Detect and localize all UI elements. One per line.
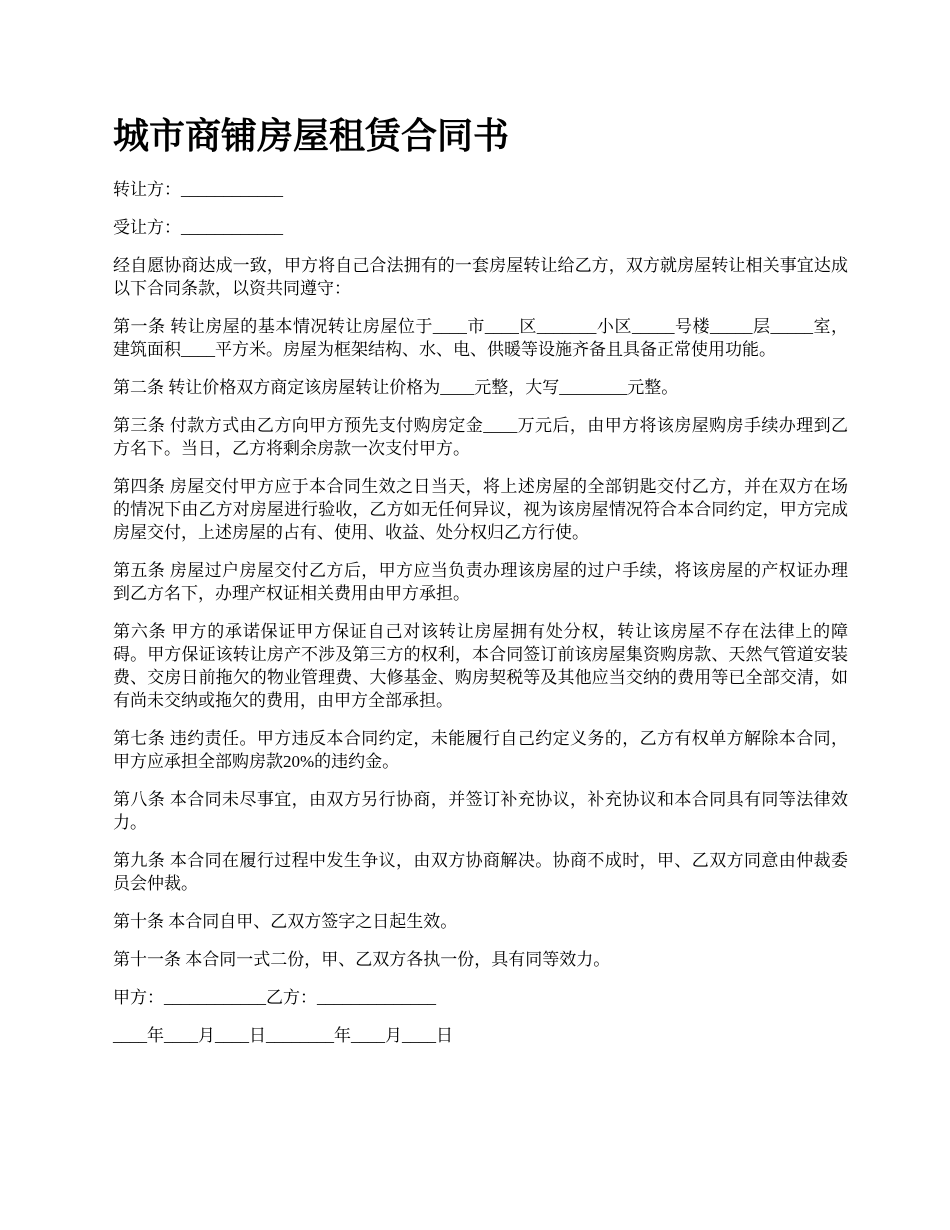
article-11: 第十一条 本合同一式二份，甲、乙双方各执一份，具有同等效力。 bbox=[113, 950, 611, 969]
signature-line: 甲方：____________乙方：______________ bbox=[113, 988, 436, 1007]
article-2: 第二条 转让价格双方商定该房屋转让价格为____元整，大写________元整。 bbox=[113, 378, 679, 397]
article-4: 第四条 房屋交付甲方应于本合同生效之日当天，将上述房屋的全部钥匙交付乙方，并在双方在场的情况下由乙方对房屋进行验收，乙方如无任何异议，视为该房屋情况符合本合同约定，甲方完成房屋交付，上述房屋的占有、使用、收益、处分权归乙方行使。 bbox=[113, 477, 848, 542]
article-7: 第七条 违约责任。甲方违反本合同约定，未能履行自己约定义务的，乙方有权单方解除本合同，甲方应承担全部购房款20%的违约金。 bbox=[113, 729, 848, 771]
preamble-paragraph: 经自愿协商达成一致，甲方将自己合法拥有的一套房屋转让给乙方，双方就房屋转让相关事宜达成以下合同条款，以资共同遵守： bbox=[113, 256, 848, 298]
article-5: 第五条 房屋过户房屋交付乙方后，甲方应当负责办理该房屋的过户手续，将该房屋的产权证办理到乙方名下，办理产权证相关费用由甲方承担。 bbox=[113, 561, 848, 603]
document-title: 城市商铺房屋租赁合同书 bbox=[113, 116, 510, 156]
article-6: 第六条 甲方的承诺保证甲方保证自己对该转让房屋拥有处分权，转让该房屋不存在法律上的障碍。甲方保证该转让房产不涉及第三方的权利，本合同签订前该房屋集资购房款、天然气管道安装费、交房日前拖欠的物业管理费、大修基金、购房契税等及其他应当交纳的费用等已全部交清，如有尚未交纳或拖欠的费用，由甲方全部承担。 bbox=[113, 622, 848, 710]
transferee-line: 受让方：____________ bbox=[113, 218, 283, 237]
article-1: 第一条 转让房屋的基本情况转让房屋位于____市____区_______小区_____号楼_____层_____室，建筑面积____平方米。房屋为框架结构、水、电、供暖等设施齐备且具备正常使用功能。 bbox=[113, 317, 848, 359]
article-9: 第九条 本合同在履行过程中发生争议，由双方协商解决。协商不成时，甲、乙双方同意由仲裁委员会仲裁。 bbox=[113, 851, 848, 893]
document-body bbox=[113, 178, 848, 1062]
article-8: 第八条 本合同未尽事宜，由双方另行协商，并签订补充协议，补充协议和本合同具有同等法律效力。 bbox=[113, 790, 848, 832]
transferor-line: 转让方：____________ bbox=[113, 180, 283, 199]
article-3: 第三条 付款方式由乙方向甲方预先支付购房定金____万元后，由甲方将该房屋购房手续办理到乙方名下。当日，乙方将剩余房款一次支付甲方。 bbox=[113, 416, 848, 458]
article-10: 第十条 本合同自甲、乙双方签字之日起生效。 bbox=[113, 912, 458, 931]
date-line: ____年____月____日________年____月____日 bbox=[113, 1026, 453, 1045]
